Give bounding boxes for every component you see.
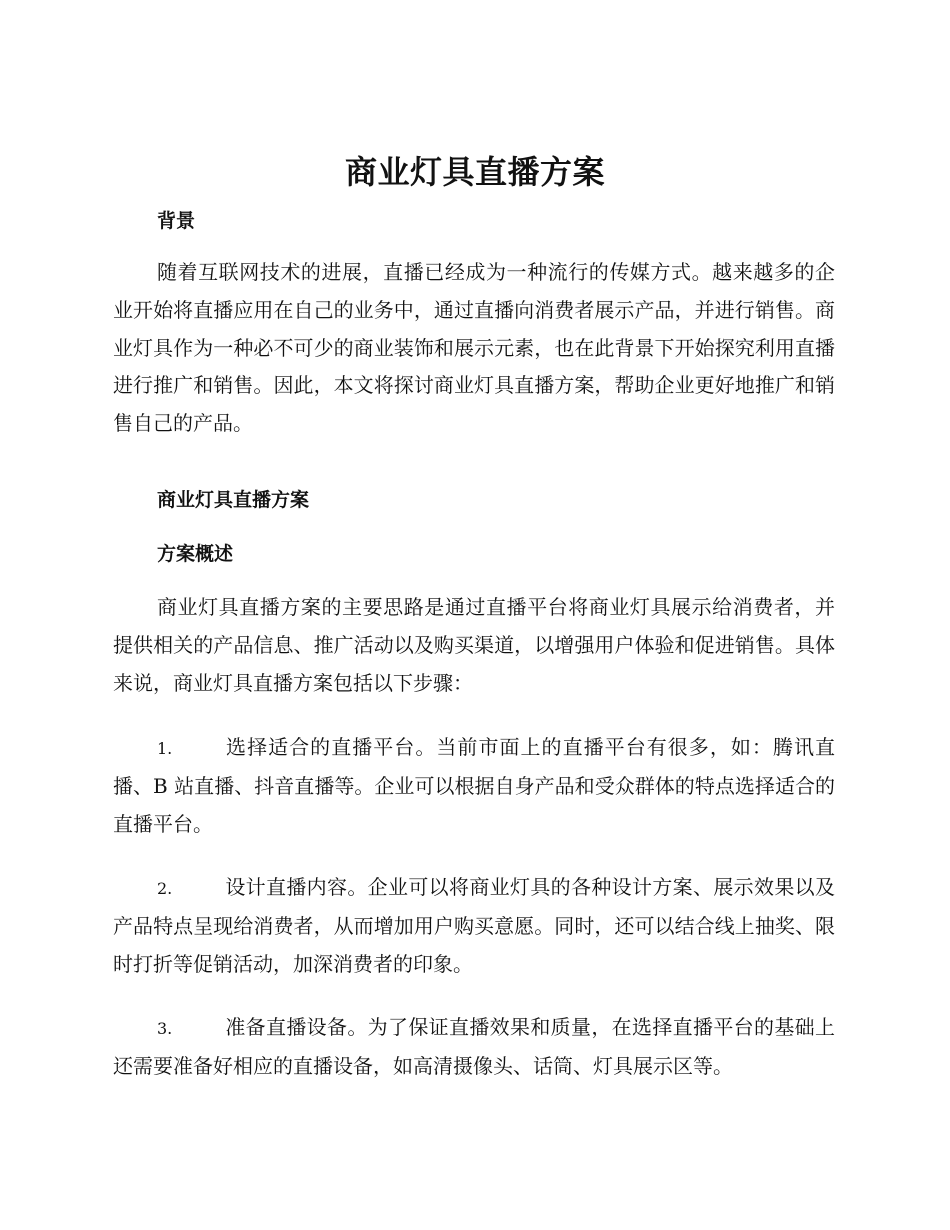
list-item-step-2 bbox=[113, 869, 835, 983]
background-paragraph: 随着互联网技术的进展，直播已经成为一种流行的传媒方式。越来越多的企业开始将直播应用在自己的业务中，通过直播向消费者展示产品，并进行销售。商业灯具作为一种必不可少的商业装饰和展示元素，也在此背景下开始探究利用直播进行推广和销售。因此，本文将探讨商业灯具直播方案，帮助企业更好地推广和销售自己的产品。 bbox=[113, 260, 835, 436]
list-item-step-3 bbox=[113, 1009, 835, 1086]
list-item-number: 3. bbox=[157, 1019, 173, 1038]
list-item-text: 设计直播内容。企业可以将商业灯具的各种设计方案、展示效果以及产品特点呈现给消费者，从而增加用户购买意愿。同时，还可以结合线上抽奖、限时打折等促销活动，加深消费者的印象。 bbox=[113, 875, 835, 976]
list-item-text: 准备直播设备。为了保证直播效果和质量，在选择直播平台的基础上还需要准备好相应的直播设备，如高清摄像头、话筒、灯具展示区等。 bbox=[113, 1015, 835, 1078]
list-item-text: 选择适合的直播平台。当前市面上的直播平台有很多，如：腾讯直播、B 站直播、抖音直播等。企业可以根据自身产品和受众群体的特点选择适合的直播平台。 bbox=[113, 735, 835, 836]
list-item-number: 1. bbox=[157, 739, 173, 758]
list-item-number: 2. bbox=[157, 879, 173, 898]
section-heading-overview: 方案概述 bbox=[157, 543, 234, 565]
list-item-step-1 bbox=[113, 729, 835, 843]
page-title: 商业灯具直播方案 bbox=[344, 153, 605, 191]
section-heading-plan: 商业灯具直播方案 bbox=[157, 489, 310, 511]
section-heading-background: 背景 bbox=[157, 210, 196, 232]
overview-paragraph: 商业灯具直播方案的主要思路是通过直播平台将商业灯具展示给消费者，并提供相关的产品信息、推广活动以及购买渠道，以增强用户体验和促进销售。具体来说，商业灯具直播方案包括以下步骤： bbox=[113, 595, 835, 695]
